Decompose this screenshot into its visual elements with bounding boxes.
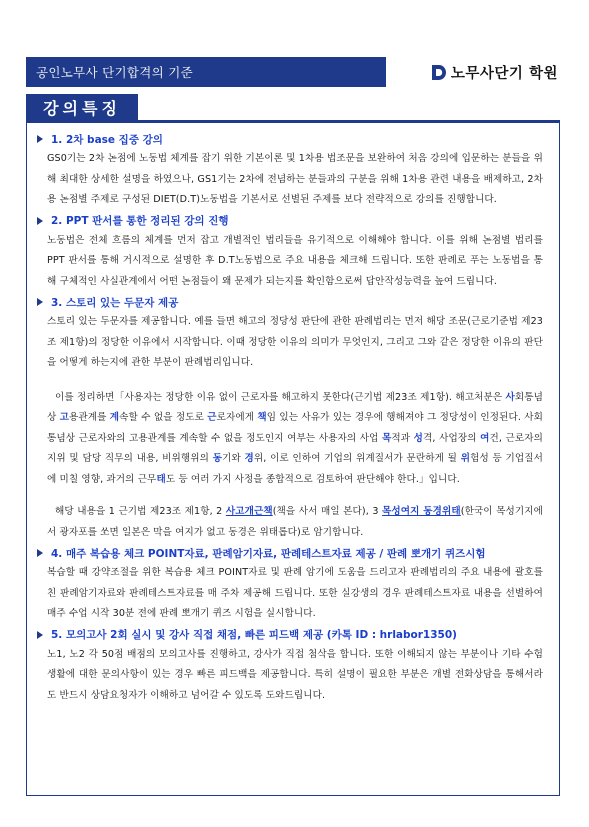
feature-heading-5: 5. 모의고사 2회 실시 및 강사 직접 채점, 빠른 피드백 제공 (카톡 ID : hrlabor1350) bbox=[45, 625, 543, 645]
triangle-bullet-icon bbox=[37, 549, 43, 557]
d-logo-icon bbox=[432, 65, 446, 80]
feature-heading-1: 1. 2차 base 집중 강의 bbox=[45, 129, 543, 149]
feature-text-1: GS0기는 2차 논점에 노동법 체계를 잡기 위한 기본이론 및 1차용 법조문을 보완하여 처음 강의에 입문하는 분들을 위해 최대한 상세한 설명을 하였으나, GS1기는 2차에 전념하는 분들과의 구분을 위해 1차용 관련 내용을 배제하고, 2차용 논점별 주제로 구성된 DIET(D.T)노동법을 기본서로 선별된 주제를 보다 전략적으로 강의를 진행합니다. bbox=[47, 153, 543, 205]
feature-text-3: 스토리 있는 두문자를 제공합니다. 예를 들면 해고의 정당성 판단에 관한 판례법리는 먼저 해당 조문(근로기준법 제23조 제1항)의 정당한 이유에서 시작합니다. 이때 정당한 이유의 의미가 무엇인지, 그리고 그와 같은 정당한 이유의 판단을 어떻게 하는지에 관한 부분이 판례법리입니다. bbox=[47, 316, 543, 368]
feature-quote-3: 이를 정리하면「사용자는 정당한 이유 없이 근로자를 해고하지 못한다(근기법 제23조 제1항). 해고처분은 사회통념상 고용관계를 계속할 수 없을 정도로 근로자에게 책임 있는 사유가 있는 경우에 행해져야 그 정당성이 인정된다. 사회통념상 근로자와의 고용관계를 계속할 수 없을 정도인지 여부는 사용자의 사업 목적과 성격, 사업장의 여건, 근로자의 지위 및 담당 직무의 내용, 비위행위의 동기와 경위, 이로 인하여 기업의 위계질서가 문란하게 될 위험성 등 기업질서에 미칠 영향, 과거의 근무태도 등 여러 가지 사정을 종합적으로 검토하여 판단해야 한다.」입니다. bbox=[47, 391, 544, 485]
feature-text-2: 노동법은 전체 흐름의 체계를 먼저 잡고 개별적인 법리들을 유기적으로 이해해야 합니다. 이를 위해 논점별 법리를 PPT 판서를 통해 거시적으로 설명한 후 D.T노동법으로 주요 내용을 체크해 드립니다. 또한 판례로 푸는 노동법을 통해 구체적인 사실관계에서 어떤 논점들이 왜 문제가 되는지를 확인함으로써 답안작성능력을 높여 드립니다. bbox=[47, 234, 543, 287]
feature-heading-4: 4. 매주 복습용 체크 POINT자료, 판례암기자료, 판례테스트자료 제공 / 판례 뽀개기 퀴즈시험 bbox=[45, 543, 543, 563]
header-subtitle: 공인노무사 단기합격의 기준 bbox=[26, 57, 386, 87]
triangle-bullet-icon bbox=[37, 631, 43, 639]
feature-text-5: 노1, 노2 각 50점 배점의 모의고사를 진행하고, 강사가 직접 첨삭을 합니다. 또한 이해되지 않는 부분이나 기타 수험생활에 대한 문의사항이 있는 경우 빠른 피드백을 제공합니다. 특히 설명이 필요한 부분은 개별 전화상담을 통해서라도 반드시 상담요청자가 이해하고 넘어갈 수 있도록 도와드립니다. bbox=[47, 648, 543, 701]
triangle-bullet-icon bbox=[37, 135, 43, 143]
feature-text-4: 복습할 때 강약조절을 위한 복습용 체크 POINT자료 및 판례 암기에 도움을 드리고자 판례법리의 주요 내용에 괄호를 친 판례암기자료와 판례테스트자료를 매 주차 제공해 드립니다. 또한 실강생의 경우 판례테스트자료 내용을 선별하여 매주 수업 시작 30분 전에 판례 뽀개기 퀴즈 시험을 실시합니다. bbox=[47, 567, 543, 619]
section-title: 강의특징 bbox=[26, 94, 138, 120]
features-box bbox=[26, 120, 560, 796]
brand bbox=[432, 62, 560, 83]
feature-heading-3: 3. 스토리 있는 두문자 제공 bbox=[45, 292, 543, 312]
brand-name: 노무사단기 학원 bbox=[450, 65, 558, 82]
feature-heading-2: 2. PPT 판서를 통한 정리된 강의 진행 bbox=[45, 211, 543, 231]
header-bar bbox=[26, 57, 560, 87]
triangle-bullet-icon bbox=[37, 217, 43, 225]
feature-summary-3: 해당 내용을 1 근기법 제23조 제1항, 2 사고개근책(책을 사서 매일 본다), 3 목성여지 동경위태(한국이 목성기지에서 광자포를 쏘면 일본은 막을 여지가 없고 동경은 위태롭다)로 암기합니다. bbox=[47, 506, 543, 538]
triangle-bullet-icon bbox=[37, 298, 43, 306]
